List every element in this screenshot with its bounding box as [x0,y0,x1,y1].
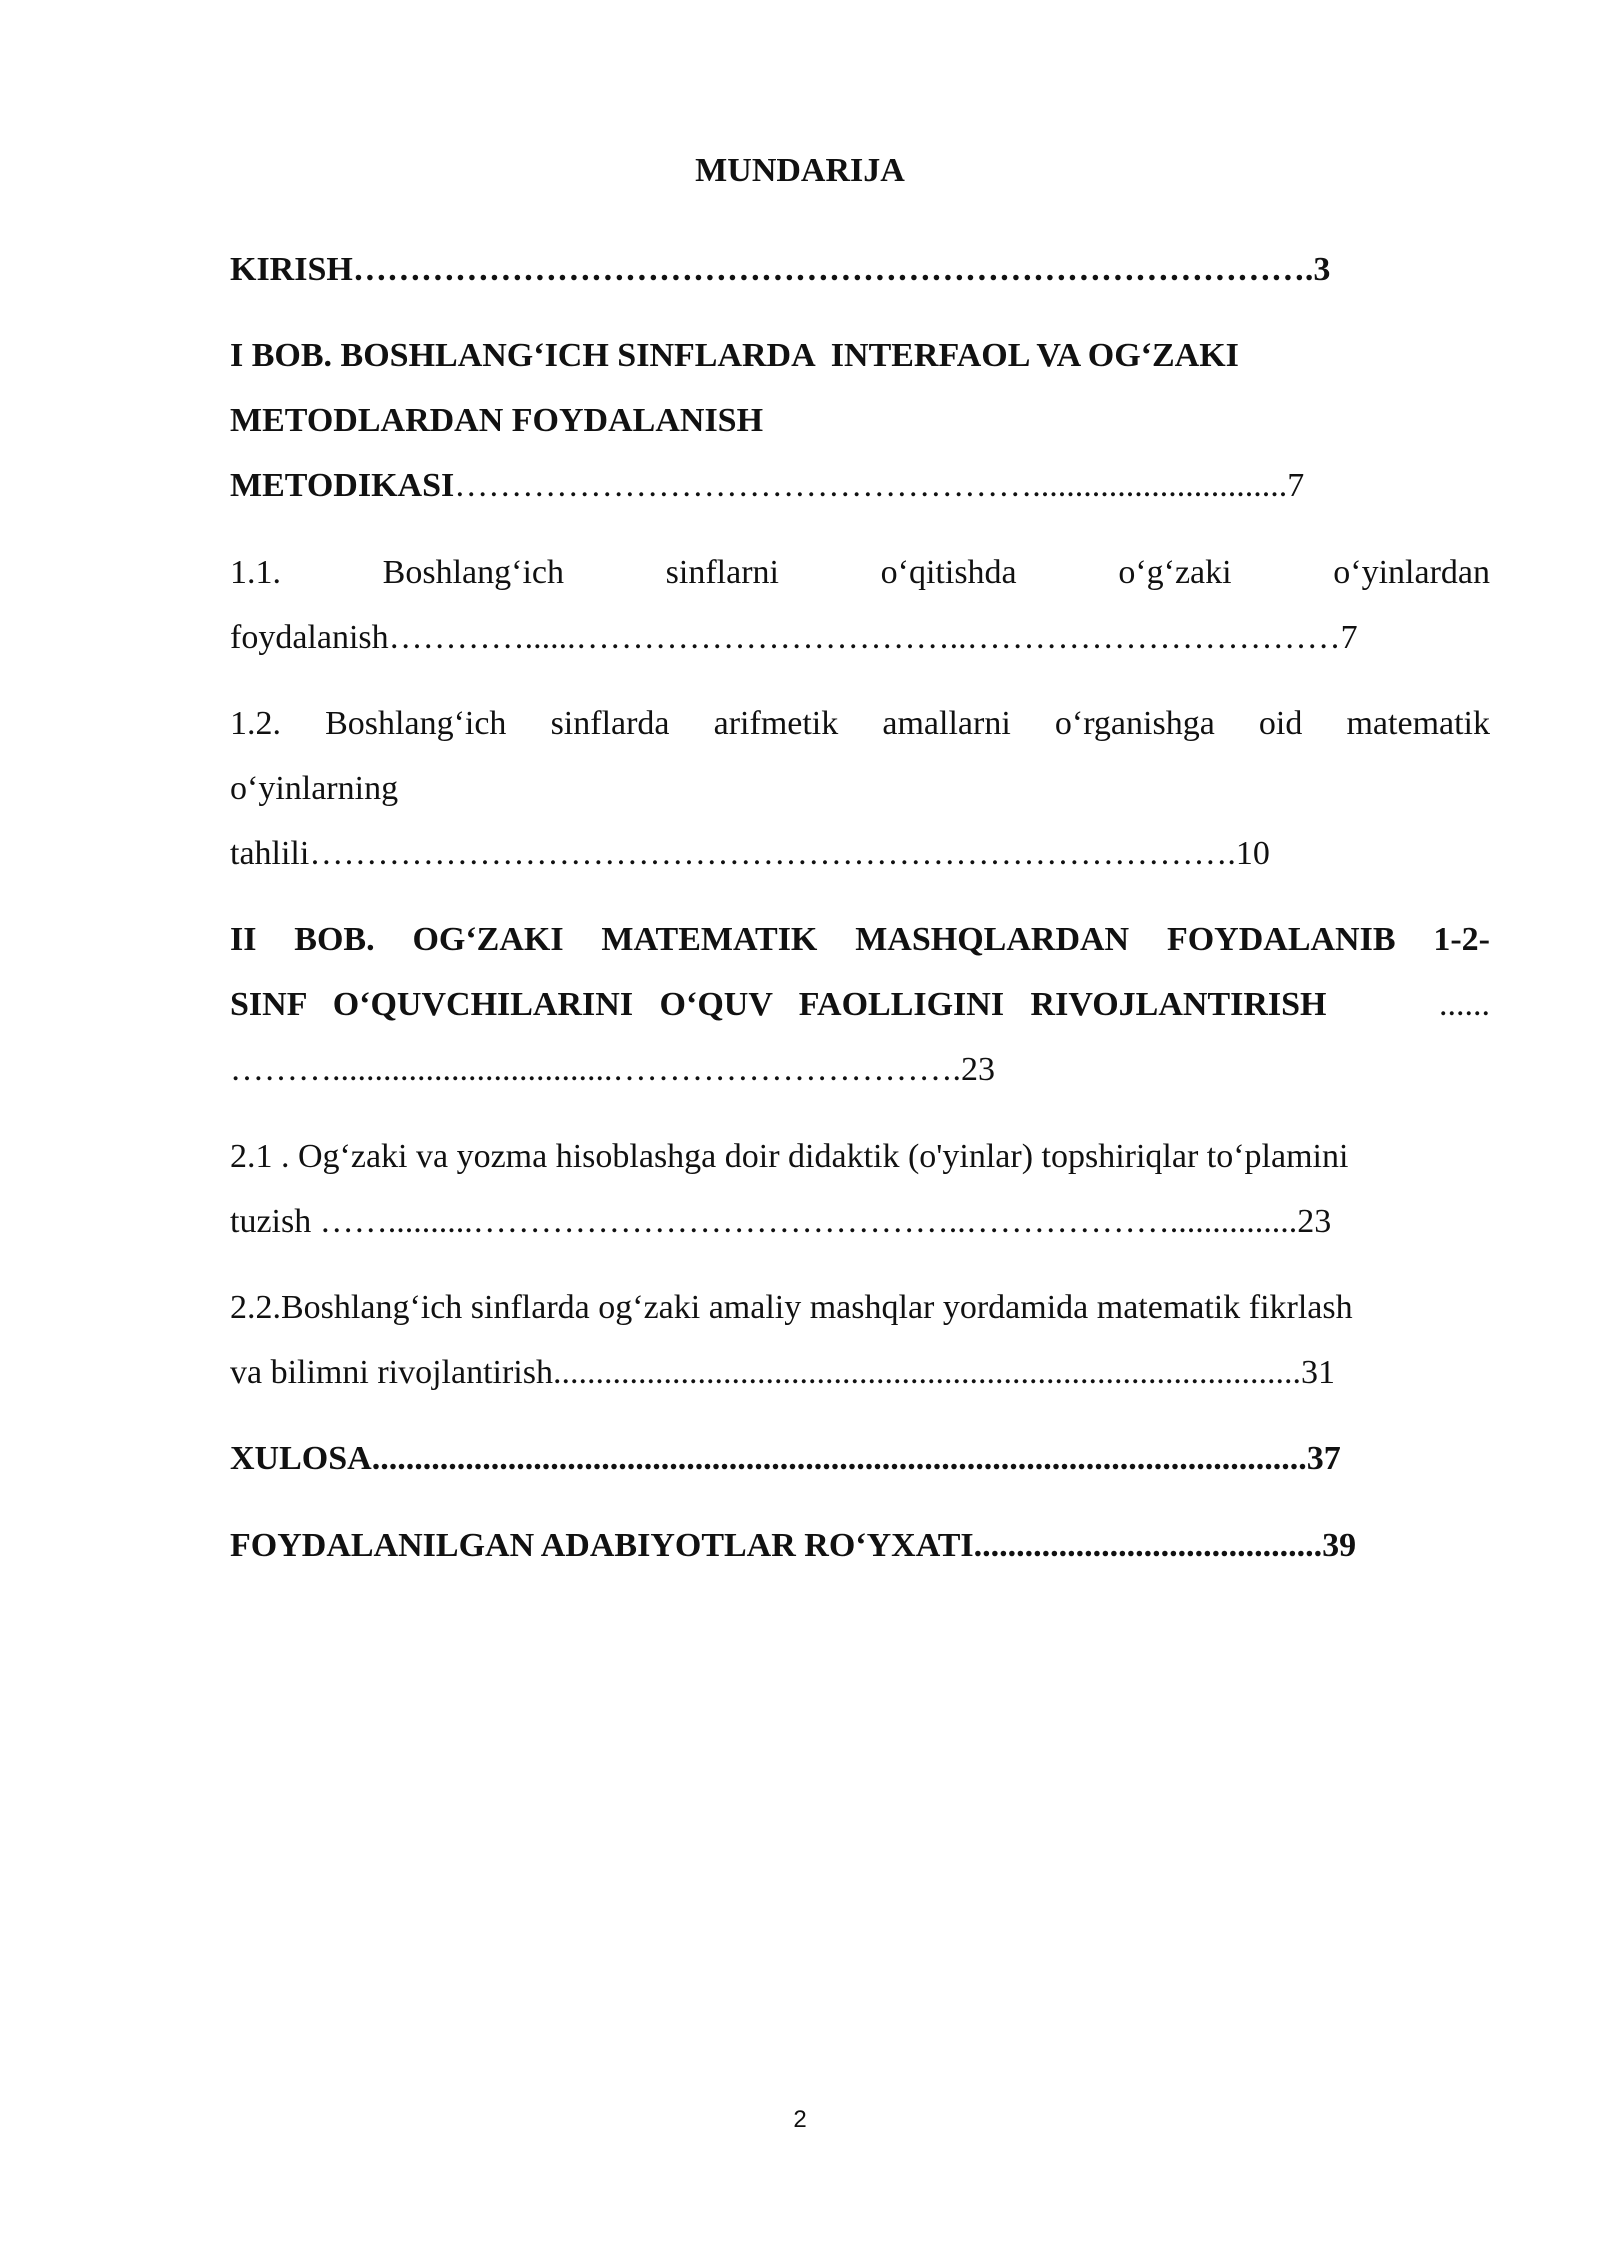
toc-entry-chapter-1-line-3 [230,466,1490,506]
toc-entry-chapter-2-line-2 [230,985,1490,1025]
toc-entry-xulosa: XULOSA..............................................................................................................37 [230,1440,1341,1477]
toc-entry-section-2-2-line-2: va bilimni rivojlantirish........................................................................................31 [230,1354,1335,1391]
toc-entry-section-2-1-line-1: 2.1 . Og‘zaki va yozma hisoblashga doir didaktik (o'yinlar) topshiriqlar to‘plamini [230,1138,1349,1175]
toc-entry-chapter-2-dots: ...... [1439,986,1490,1023]
toc-entry-section-1-1-line-1: 1.1. Boshlang‘ich sinflarni o‘qitishda o‘g‘zaki o‘yinlardan [230,554,1490,591]
toc-entry-chapter-1-line-2: METODLARDAN FOYDALANISH [230,402,764,439]
toc-entry-section-2-2-line-1: 2.2.Boshlang‘ich sinflarda og‘zaki amaliy mashqlar yordamida matematik fikrlash [230,1289,1353,1326]
toc-entry-section-2-1-line-2: tuzish ……..........……………………………………..………………...............23 [230,1203,1332,1240]
toc-entry-chapter-2-line-1: II BOB. OG‘ZAKI MATEMATIK MASHQLARDAN FOYDALANIB 1-2- [230,921,1490,958]
toc-entry-chapter-1-line-1: I BOB. BOSHLANG‘ICH SINFLARDA INTERFAOL VA OG‘ZAKI [230,337,1239,374]
toc-entry-adabiyotlar: FOYDALANILGAN ADABIYOTLAR RO‘YXATI.........................................39 [230,1527,1357,1564]
toc-entry-chapter-2-line-3: ……….................................………………………….23 [230,1051,995,1088]
toc-entry-section-1-2-line-3: tahlili……………………………………………………………………….10 [230,835,1270,872]
page-title: MUNDARIJA [695,152,905,189]
toc-entry-chapter-1-title-end: METODIKASI [230,467,455,504]
toc-entry-section-1-1-line-2: foydalanish…………......……………………………..……………………………7 [230,619,1358,656]
page-number: 2 [793,2106,807,2133]
toc-entry-section-1-2-line-2: o‘yinlarning [230,770,399,807]
toc-entry-chapter-1-leader: ……………………………………………..............................7 [454,467,1305,504]
toc-entry-section-1-2-line-1: 1.2. Boshlang‘ich sinflarda arifmetik amallarni o‘rganishga oid matematik [230,705,1490,742]
toc-entry-chapter-2-title-end: SINF O‘QUVCHILARINI O‘QUV FAOLLIGINI RIVOJLANTIRISH [230,986,1327,1023]
toc-entry-kirish: KIRISH………………………………………………………………………….3 [230,251,1331,288]
